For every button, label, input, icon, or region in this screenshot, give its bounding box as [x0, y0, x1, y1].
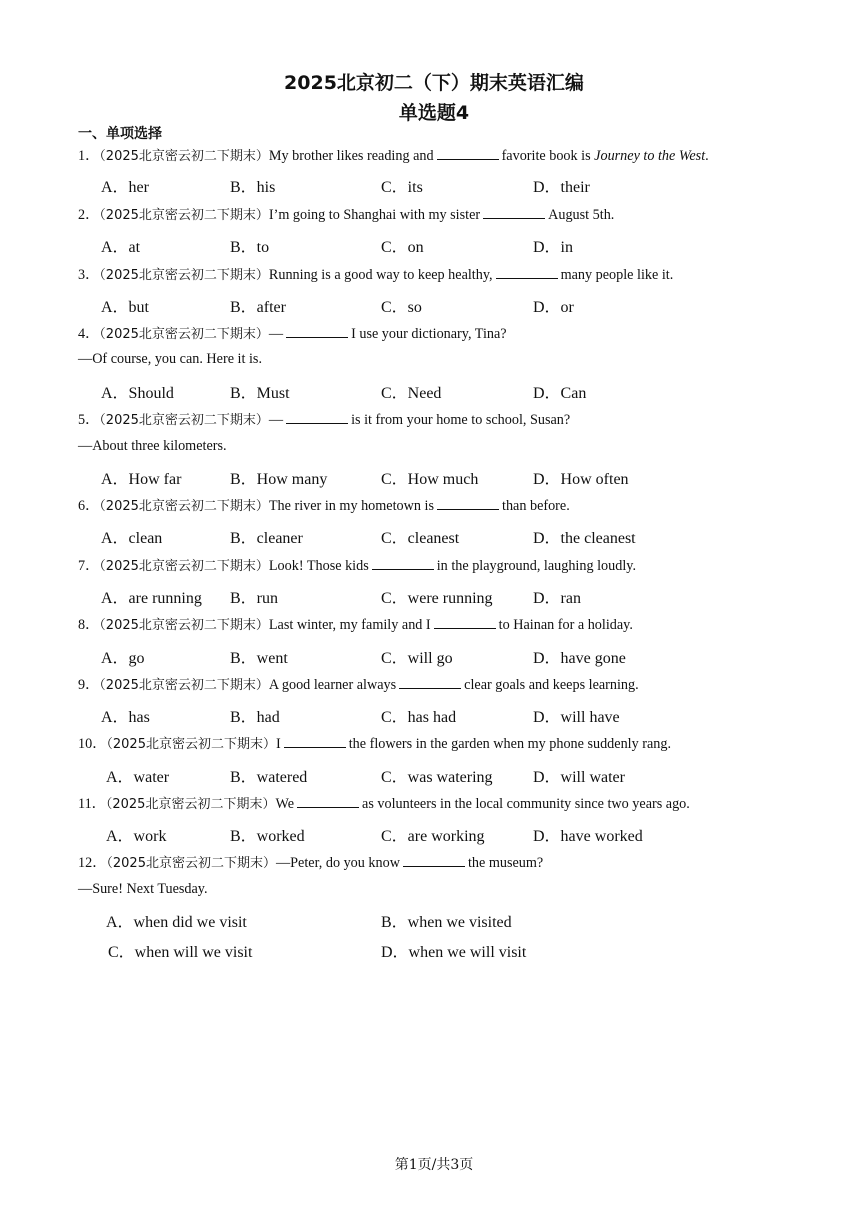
page-footer: 第1页/共3页	[394, 1157, 474, 1173]
question-text-after: the museum?	[467, 855, 544, 871]
answer-option[interactable]: C．are working	[381, 828, 485, 845]
answer-option[interactable]: B．went	[230, 650, 288, 667]
question-stem	[78, 409, 570, 429]
answer-blank	[284, 737, 346, 748]
answer-option[interactable]: B．his	[230, 179, 276, 196]
question-source: （2025北京密云初二下期末）	[99, 268, 269, 283]
answer-option[interactable]: A．work	[106, 828, 167, 845]
question-source: （2025北京密云初二下期末）	[106, 737, 276, 752]
answer-option[interactable]: C．so	[381, 299, 422, 316]
question-stem	[78, 323, 507, 343]
answer-option[interactable]: A．but	[101, 299, 150, 316]
question-number: 12．	[78, 855, 107, 871]
question-text-before: —	[268, 326, 284, 342]
question-number: 8．	[78, 617, 100, 633]
question-text-before: Running is a good way to keep healthy,	[268, 267, 493, 283]
question-number: 4．	[78, 326, 100, 342]
answer-blank	[286, 327, 348, 338]
question-text-before: Look! Those kids	[268, 558, 369, 574]
question-stem	[78, 733, 671, 753]
answer-option[interactable]: C．when will we visit	[108, 944, 253, 961]
answer-blank	[496, 268, 558, 279]
question-text-before: I	[275, 736, 281, 752]
question-text-after: is it from your home to school, Susan?	[351, 412, 571, 428]
question-text-after: I use your dictionary, Tina?	[351, 326, 507, 342]
answer-option[interactable]: B．when we visited	[381, 914, 512, 931]
question-source: （2025北京密云初二下期末）	[99, 499, 269, 514]
answer-option[interactable]: D．will water	[533, 769, 625, 786]
answer-option[interactable]: D．have gone	[533, 650, 626, 667]
answer-option[interactable]: D．ran	[533, 590, 581, 607]
question-text-after: the flowers in the garden when my phone suddenly rang.	[348, 736, 672, 752]
section-heading: 一、单项选择	[78, 126, 162, 142]
question-stem	[78, 204, 614, 224]
answer-option[interactable]: C．its	[381, 179, 423, 196]
answer-option[interactable]: A．water	[106, 769, 170, 786]
question-stem	[78, 145, 709, 165]
answer-option[interactable]: B．after	[230, 299, 286, 316]
question-text-after: favorite book is	[501, 148, 591, 164]
answer-option[interactable]: A．are running	[101, 590, 202, 607]
question-number: 2．	[78, 207, 100, 223]
question-source: （2025北京密云初二下期末）	[99, 149, 269, 164]
question-number: 6．	[78, 498, 100, 514]
question-tail: .	[705, 148, 709, 164]
question-text-before: I’m going to Shanghai with my sister	[268, 207, 481, 223]
question-stem	[78, 614, 633, 634]
answer-option[interactable]: A．her	[101, 179, 149, 196]
question-stem	[78, 495, 570, 515]
question-number: 10．	[78, 736, 107, 752]
answer-blank	[286, 413, 348, 424]
question-text-after: many people like it.	[560, 267, 674, 283]
question-source: （2025北京密云初二下期末）	[106, 856, 276, 871]
question-number: 3．	[78, 267, 100, 283]
answer-option[interactable]: B．cleaner	[230, 530, 303, 547]
question-text-before: My brother likes reading and	[268, 148, 434, 164]
document-title: 2025北京初二（下）期末英语汇编	[284, 72, 584, 94]
answer-option[interactable]: D．How often	[533, 471, 629, 488]
answer-option[interactable]: A．clean	[101, 530, 163, 547]
question-text-after: clear goals and keeps learning.	[464, 677, 639, 693]
answer-option[interactable]: C．cleanest	[381, 530, 460, 547]
question-number: 1．	[78, 148, 100, 164]
answer-blank	[437, 149, 499, 160]
answer-option[interactable]: D．have worked	[533, 828, 643, 845]
question-stem	[78, 852, 543, 872]
question-text-before: We	[275, 796, 295, 812]
answer-option[interactable]: D．in	[533, 239, 574, 256]
dialog-response: —About three kilometers.	[78, 438, 227, 454]
question-source: （2025北京密云初二下期末）	[105, 797, 276, 812]
answer-option[interactable]: D．their	[533, 179, 590, 196]
question-source: （2025北京密云初二下期末）	[99, 327, 269, 342]
answer-option[interactable]: C．How much	[381, 471, 479, 488]
dialog-response: —Sure! Next Tuesday.	[78, 881, 208, 897]
question-text-after: August 5th.	[548, 207, 615, 223]
answer-option[interactable]: D．the cleanest	[533, 530, 636, 547]
answer-option[interactable]: C．were running	[381, 590, 493, 607]
answer-option[interactable]: C．on	[381, 239, 424, 256]
question-text-before: Last winter, my family and I	[268, 617, 431, 633]
answer-option[interactable]: D．when we will visit	[381, 944, 527, 961]
question-stem	[78, 674, 639, 694]
question-number: 11．	[78, 796, 106, 812]
question-source: （2025北京密云初二下期末）	[99, 208, 269, 223]
answer-option[interactable]: B．run	[230, 590, 279, 607]
answer-option[interactable]: A．go	[101, 650, 145, 667]
question-text-before: —	[268, 412, 284, 428]
answer-option[interactable]: A．at	[101, 239, 141, 256]
answer-blank	[372, 559, 434, 570]
answer-blank	[437, 499, 499, 510]
answer-option[interactable]: C．Need	[381, 385, 442, 402]
question-text-before: —Peter, do you know	[275, 855, 400, 871]
answer-option[interactable]: D．Can	[533, 385, 587, 402]
question-text-before: The river in my hometown is	[268, 498, 434, 514]
question-text-before: A good learner always	[268, 677, 397, 693]
answer-option[interactable]: B．How many	[230, 471, 328, 488]
question-text-after: than before.	[502, 498, 570, 514]
answer-option[interactable]: B．Must	[230, 385, 290, 402]
book-title: Journey to the West	[594, 148, 706, 164]
answer-option[interactable]: B．watered	[230, 769, 308, 786]
question-source: （2025北京密云初二下期末）	[99, 413, 269, 428]
answer-option[interactable]: C．was watering	[381, 769, 493, 786]
answer-blank	[399, 678, 461, 689]
answer-blank	[483, 208, 545, 219]
question-number: 5．	[78, 412, 100, 428]
answer-option[interactable]: A．when did we visit	[106, 914, 247, 931]
answer-option[interactable]: A．How far	[101, 471, 182, 488]
question-text-after: in the playground, laughing loudly.	[436, 558, 636, 574]
answer-blank	[403, 856, 465, 867]
question-text-after: to Hainan for a holiday.	[498, 617, 633, 633]
answer-option[interactable]: D．will have	[533, 709, 620, 726]
question-source: （2025北京密云初二下期末）	[99, 559, 269, 574]
question-source: （2025北京密云初二下期末）	[99, 618, 269, 633]
answer-option[interactable]: A．Should	[101, 385, 174, 402]
answer-blank	[434, 618, 496, 629]
question-source: （2025北京密云初二下期末）	[99, 678, 269, 693]
answer-option[interactable]: B．to	[230, 239, 270, 256]
answer-option[interactable]: C．has had	[381, 709, 457, 726]
dialog-response: —Of course, you can. Here it is.	[78, 351, 262, 367]
answer-option[interactable]: B．worked	[230, 828, 305, 845]
question-stem	[78, 264, 673, 284]
answer-option[interactable]: A．has	[101, 709, 150, 726]
answer-option[interactable]: D．or	[533, 299, 574, 316]
answer-option[interactable]: B．had	[230, 709, 280, 726]
document-subtitle: 单选题4	[398, 102, 470, 124]
question-number: 9．	[78, 677, 100, 693]
answer-blank	[297, 797, 359, 808]
question-number: 7．	[78, 558, 100, 574]
question-text-after: as volunteers in the local community since two years ago.	[362, 796, 690, 812]
answer-option[interactable]: C．will go	[381, 650, 453, 667]
question-stem	[78, 555, 636, 575]
question-stem	[78, 793, 690, 813]
